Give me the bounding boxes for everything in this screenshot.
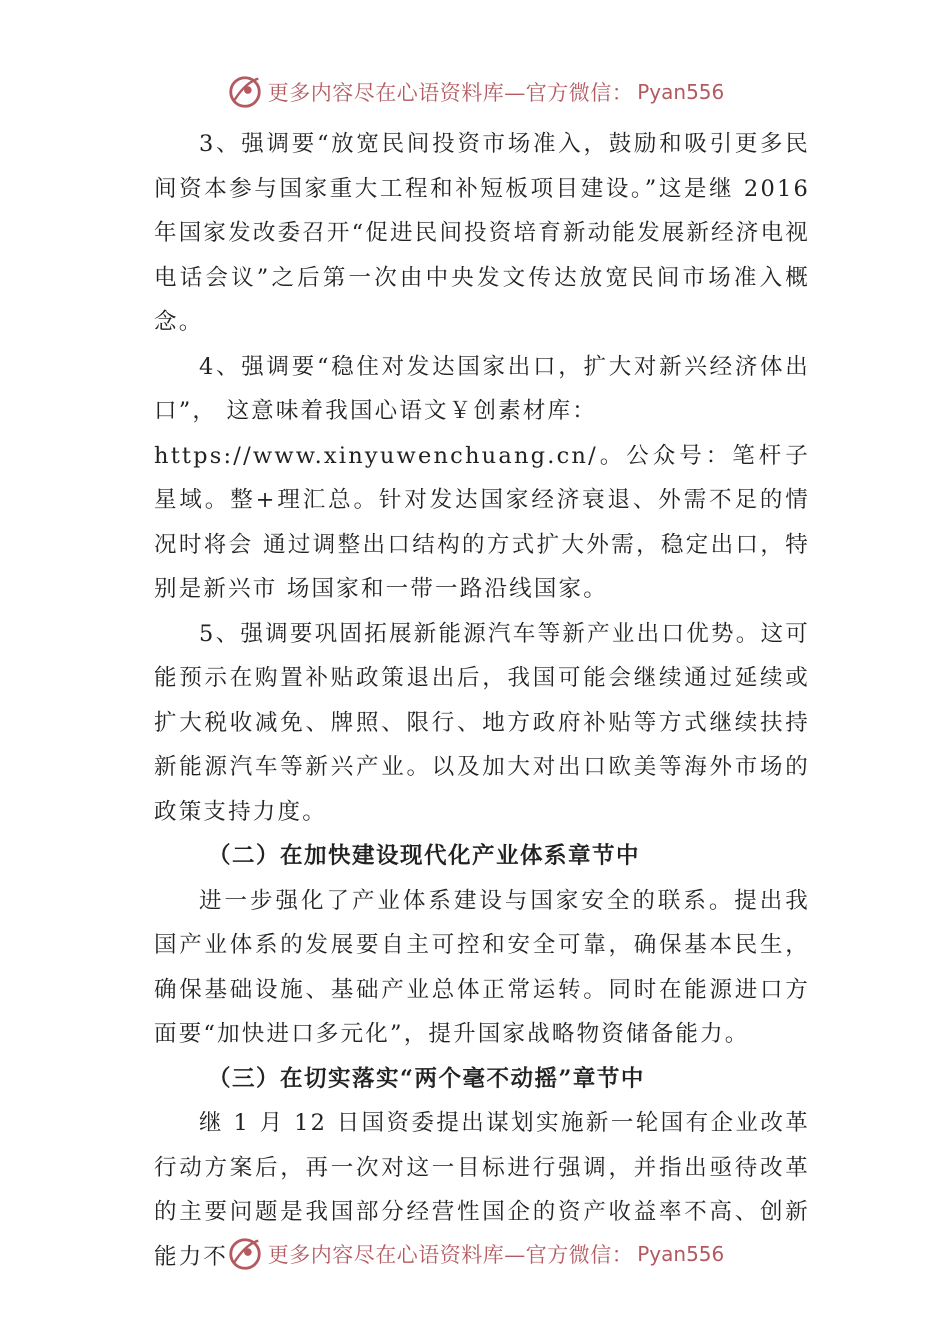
section-heading-3: （三）在切实落实“两个毫不动摇”章节中 bbox=[208, 1065, 645, 1092]
document-body bbox=[154, 122, 810, 1279]
header-banner bbox=[0, 70, 950, 114]
banner-text: 更多内容尽在心语资料库—官方微信： bbox=[267, 81, 634, 105]
paragraph-section-3: 继 1 月 12 日国资委提出谋划实施新一轮国有企业改革行动方案后，再一次对这一目标进行强调，并指出亟待改革的主要问题是我国部分经营性国企的资产收益率不高、创新能力不 bbox=[154, 1110, 810, 1270]
paragraph-4-cont: https://www.xinyuwenchuang.cn/。公众号：笔杆子星域。整+理汇总。针对发达国家经济衰退、外需不足的情况时将会 通过调整出口结构的方式扩大外需，稳定出口，特别是新兴市 场国家和一带一路沿线国家。 bbox=[154, 442, 810, 602]
paragraph-3: 3、强调要“放宽民间投资市场准入，鼓励和吸引更多民间资本参与国家重大工程和补短板项目建设。”这是继 2016 年国家发改委召开“促进民间投资培育新动能发展新经济电视电话会议”之后第一次由中央发文传达放宽民间市场准入概念。 bbox=[154, 131, 810, 335]
banner-contact: Pyan556 bbox=[637, 80, 725, 104]
paragraph-section-2: 进一步强化了产业体系建设与国家安全的联系。提出我国产业体系的发展要自主可控和安全可靠，确保基本民生，确保基础设施、基础产业总体正常运转。同时在能源进口方面要“加快进口多元化”，提升国家战略物资储备能力。 bbox=[154, 887, 810, 1047]
banner-contact: Pyan556 bbox=[637, 1242, 725, 1266]
section-heading-2: （二）在加快建设现代化产业体系章节中 bbox=[208, 843, 641, 869]
red-circle-logo-icon bbox=[226, 73, 264, 111]
red-circle-logo-icon bbox=[226, 1235, 264, 1273]
paragraph-4: 4、强调要“稳住对发达国家出口，扩大对新兴经济体出口”， 这意味着我国心语文￥创素材库： bbox=[154, 353, 810, 424]
paragraph-5: 5、强调要巩固拓展新能源汽车等新产业出口优势。这可能预示在购置补贴政策退出后，我国可能会继续通过延续或扩大税收减免、牌照、限行、地方政府补贴等方式继续扶持新能源汽车等新兴产业。以及加大对出口欧美等海外市场的政策支持力度。 bbox=[154, 620, 810, 825]
banner-text: 更多内容尽在心语资料库—官方微信： bbox=[267, 1243, 634, 1267]
footer-banner bbox=[0, 1232, 950, 1276]
